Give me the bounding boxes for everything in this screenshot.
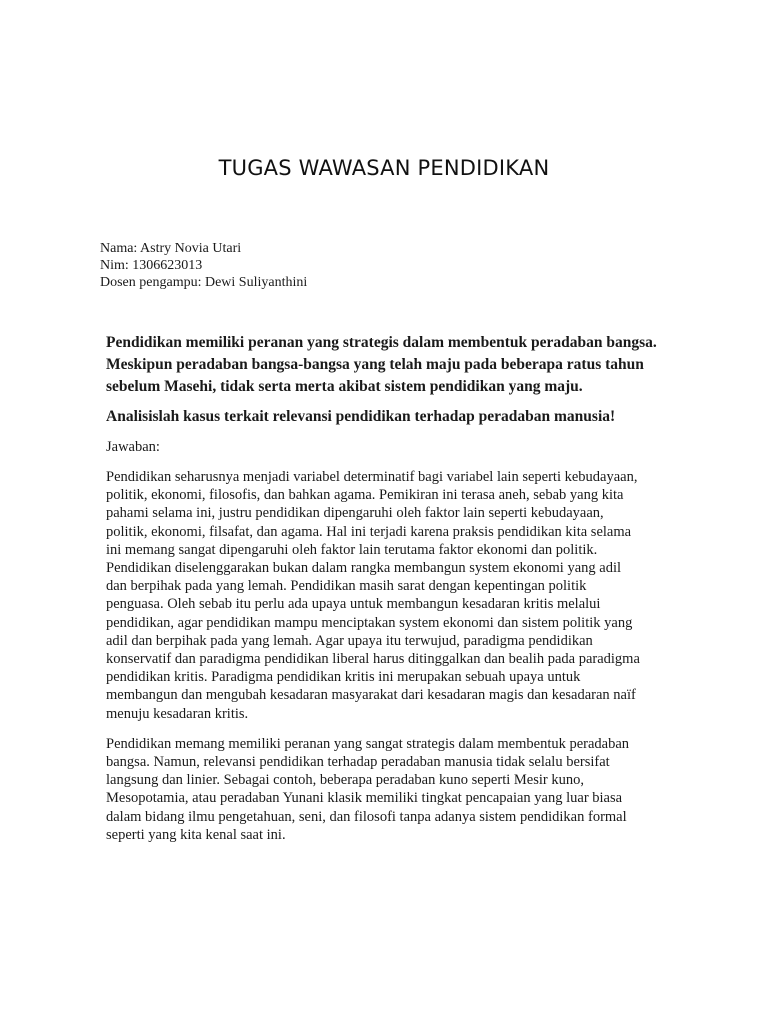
paragraph-line: pahami selama ini, justru pendidikan dipengaruhi oleh faktor lain seperti kebudayaan, (106, 505, 604, 522)
answer-paragraph-2 (106, 735, 651, 844)
paragraph-line: Pendidikan seharusnya menjadi variabel determinatif bagi variabel lain seperti kebudayaan, (106, 469, 638, 485)
paragraph-line: Pendidikan diselenggarakan bukan dalam rangka membangun system ekonomi yang adil (106, 560, 622, 577)
paragraph-line: seperti yang kita kenal saat ini. (106, 826, 286, 843)
paragraph-line: politik, ekonomi, filsafat, dan agama. Hal ini terjadi karena praksis pendidikan kita selama (106, 523, 632, 540)
question-line: Meskipun peradaban bangsa-bangsa yang telah maju pada beberapa ratus tahun (106, 356, 644, 373)
paragraph-line: pendidikan kritis. Paradigma pendidikan kritis ini merupakan sebuah upaya untuk (106, 669, 581, 686)
paragraph-line: Pendidikan memang memiliki peranan yang sangat strategis dalam membentuk peradaban (106, 735, 630, 752)
paragraph-line: membangun dan mengubah kesadaran masyarakat dari kesadaran magis dan kesadaran naïf (106, 687, 636, 704)
question-line: sebelum Masehi, tidak serta merta akibat sistem pendidikan yang maju. (106, 378, 583, 395)
instruction-text: Analisislah kasus terkait relevansi pendidikan terhadap peradaban manusia! (106, 408, 616, 425)
lecturer-name: Dosen pengampu: Dewi Suliyanthini (100, 275, 308, 290)
paragraph-line: pendidikan, agar pendidikan mampu menciptakan system ekonomi dan sistem politik yang (106, 614, 633, 631)
student-name: Nama: Astry Novia Utari (100, 241, 242, 256)
paragraph-line: penguasa. Oleh sebab itu perlu ada upaya untuk membangun kesadaran kritis melalui (106, 596, 601, 613)
paragraph-line: menuju kesadaran kritis. (106, 705, 249, 722)
paragraph-line: adil dan berpihak pada yang lemah. Agar upaya itu terwujud, paradigma pendidikan (106, 632, 593, 649)
paragraph-line: dan berpihak pada yang lemah. Pendidikan masih sarat dengan kepentingan politik (106, 578, 587, 595)
answer-label: Jawaban: (106, 439, 160, 455)
student-info (100, 240, 307, 291)
answer-paragraph-1 (106, 468, 651, 723)
paragraph-line: bangsa. Namun, relevansi pendidikan terhadap peradaban manusia tidak selalu bersifat (106, 754, 610, 771)
paragraph-line: dalam bidang ilmu pengetahuan, seni, dan filosofi tanpa adanya sistem pendidikan formal (106, 808, 627, 825)
document-body (106, 332, 666, 844)
student-nim: Nim: 1306623013 (100, 258, 203, 273)
document-title: TUGAS WAWASAN PENDIDIKAN (218, 156, 550, 180)
paragraph-line: langsung dan linier. Sebagai contoh, beberapa peradaban kuno seperti Mesir kuno, (106, 772, 584, 789)
paragraph-line: konservatif dan paradigma pendidikan liberal harus ditinggalkan dan bealih pada paradigma (106, 651, 640, 668)
paragraph-line: politik, ekonomi, filosofis, dan bahkan agama. Pemikiran ini terasa aneh, sebab yang kita (106, 487, 624, 504)
paragraph-line: ini memang sangat dipengaruhi oleh faktor lain terutama faktor ekonomi dan politik. (106, 541, 598, 558)
question-text (106, 332, 666, 398)
paragraph-line: Mesopotamia, atau peradaban Yunani klasik memiliki tingkat pencapaian yang luar biasa (106, 790, 623, 807)
question-line: Pendidikan memiliki peranan yang strategis dalam membentuk peradaban bangsa. (106, 334, 657, 351)
